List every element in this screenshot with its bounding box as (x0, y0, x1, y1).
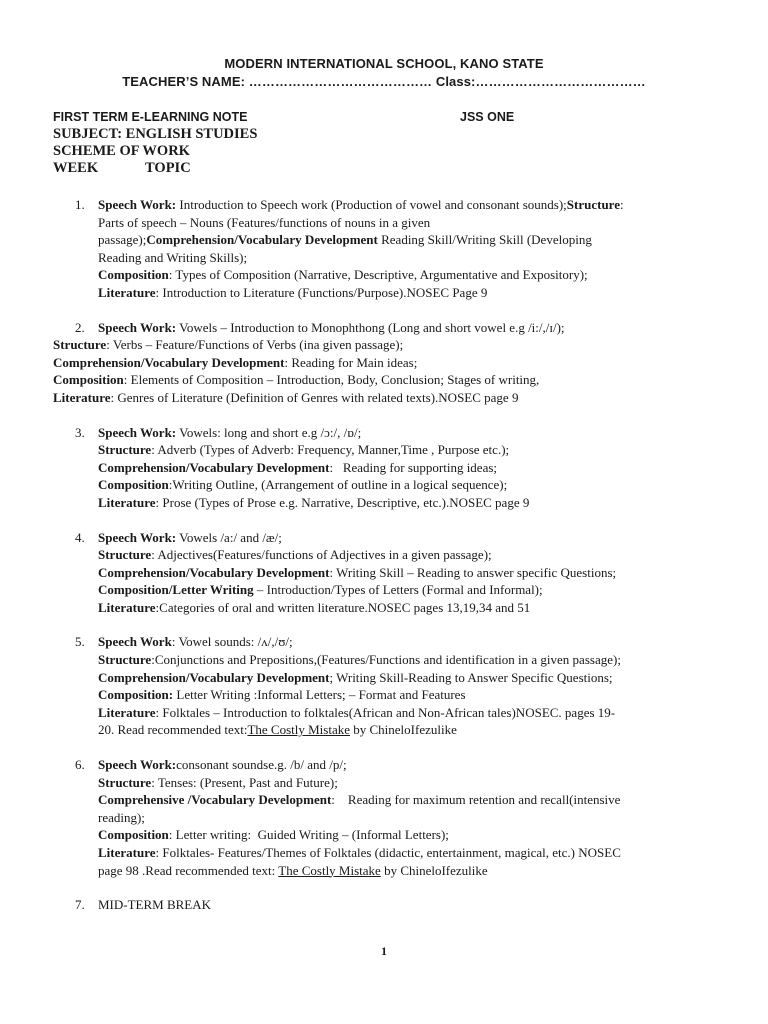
topic-text: : Verbs – Feature/Functions of Verbs (ina given passage); (106, 337, 404, 353)
week-line (98, 756, 713, 774)
topic-text: Parts of speech – Nouns (Features/functions of nouns in a given (98, 214, 431, 230)
topic-text: Vowels: long and short e.g /ɔ:/, /ɒ/; (176, 424, 362, 440)
week-line (98, 599, 713, 617)
term-title: FIRST TERM E-LEARNING NOTE (53, 110, 248, 124)
topic-text: : Reading for Main ideas; (284, 354, 418, 370)
week-line (98, 826, 713, 844)
week-line (53, 371, 713, 389)
page-number: 1 (381, 944, 387, 958)
week-item (53, 896, 713, 914)
week-line (98, 791, 713, 809)
topic-text: 20. Read recommended text: (98, 722, 248, 738)
topic-text: by ChineloIfezulike (380, 862, 488, 878)
scheme-title: SCHEME OF WORK (53, 143, 190, 159)
scheme-list (53, 196, 713, 914)
topic-text: – Introduction/Types of Letters (Formal and Informal); (253, 582, 543, 598)
topic-text: : Letter writing: Guided Writing – (Informal Letters); (168, 827, 449, 843)
topic-label: Composition (98, 827, 169, 843)
topic-label: Structure (566, 197, 620, 212)
topic-label: Speech Work: (98, 424, 177, 440)
topic-text: by ChineloIfezulike (350, 722, 457, 738)
week-line (98, 721, 713, 739)
week-number: 2. (75, 319, 85, 335)
topic-text: Reading Skill/Writing Skill (Developing (377, 232, 592, 248)
week-line (98, 266, 713, 284)
topic-text: reading); (98, 809, 145, 825)
week-line (98, 651, 713, 669)
topic-text: : Writing Skill – Reading to answer specific Questions; (329, 564, 617, 580)
week-item (53, 756, 713, 879)
topic-text: :Writing Outline, (Arrangement of outline in a logical sequence); (168, 477, 508, 493)
topic-label: Literature (98, 599, 156, 615)
topic-label: Speech Work: (98, 197, 177, 212)
week-line (53, 354, 713, 372)
week-line (98, 196, 713, 214)
topic-label: Composition (98, 267, 169, 283)
week-line (53, 389, 713, 407)
week-line (98, 686, 713, 704)
topic-text: : Adverb (Types of Adverb: Frequency, Manner,Time , Purpose etc.); (151, 442, 510, 458)
topic-label: Structure (98, 442, 152, 458)
topic-label: Comprehension/Vocabulary Development (98, 564, 330, 580)
topic-text: : Types of Composition (Narrative, Descriptive, Argumentative and Expository); (168, 267, 588, 283)
week-line (98, 844, 713, 862)
week-line (98, 862, 713, 880)
topic-label: Structure (98, 547, 152, 563)
topic-label: Composition/Letter Writing (98, 582, 254, 598)
week-item (53, 196, 713, 302)
week-item (53, 529, 713, 617)
topic-text: : Tenses: (Present, Past and Future); (151, 774, 338, 790)
topic-text: : Genres of Literature (Definition of Genres with related texts).NOSEC page 9 (110, 389, 519, 405)
week-number: 3. (75, 424, 85, 440)
week-line (98, 809, 713, 827)
topic-label: Speech Work: (98, 319, 177, 335)
topic-label: Structure (98, 774, 152, 790)
topic-label: Literature (53, 389, 111, 405)
topic-label: Speech Work: (98, 757, 177, 773)
week-line (98, 774, 713, 792)
week-line (98, 284, 713, 302)
topic-text: :Conjunctions and Prepositions,(Features/Functions and identification in a given passage); (151, 652, 621, 668)
week-line (53, 336, 713, 354)
topic-text: : Vowel sounds: /ʌ/,/ʊ/; (171, 634, 293, 650)
recommended-text-title: The Costly Mistake (278, 862, 381, 878)
topic-text: MID-TERM BREAK (98, 897, 212, 913)
topic-text: passage); (98, 232, 147, 248)
week-item (53, 319, 713, 407)
topic-text: : Reading for supporting ideas; (329, 459, 498, 475)
week-line (98, 459, 713, 477)
topic-label: Composition (98, 477, 169, 493)
week-line (98, 669, 713, 687)
week-line (98, 319, 713, 337)
topic-label: Comprehension/Vocabulary Development (98, 459, 330, 475)
week-line (98, 704, 713, 722)
topic-label: Speech Work (98, 634, 172, 650)
week-line (98, 249, 713, 267)
week-item (53, 424, 713, 512)
week-line (98, 494, 713, 512)
topic-text: : Introduction to Literature (Functions/Purpose).NOSEC Page 9 (155, 284, 488, 300)
topic-text: Vowels /a:/ and /æ/; (176, 529, 282, 545)
topic-text: consonant soundse.g. /b/ and /p/; (176, 757, 347, 773)
school-name: MODERN INTERNATIONAL SCHOOL, KANO STATE (224, 56, 544, 71)
topic-label: Composition: (98, 687, 174, 703)
topic-text: page 98 .Read recommended text: (98, 862, 279, 878)
week-heading: WEEK (53, 160, 99, 176)
week-line (98, 441, 713, 459)
week-line (98, 546, 713, 564)
topic-label: Literature (98, 704, 156, 720)
topic-text: : (620, 197, 624, 212)
week-number: 4. (75, 529, 85, 545)
week-line (98, 231, 713, 249)
topic-label: Literature (98, 845, 156, 860)
recommended-text-title: The Costly Mistake (247, 722, 350, 738)
week-number: 7. (75, 897, 85, 913)
topic-text: : Folktales – Introduction to folktales(African and Non-African tales)NOSEC. pages 19- (155, 704, 616, 720)
topic-text: : Adjectives(Features/functions of Adjectives in a given passage); (151, 547, 492, 563)
topic-text: : Reading for maximum retention and recall(intensive (331, 792, 621, 808)
topic-label: Comprehension/Vocabulary Development (146, 232, 378, 248)
week-line (98, 633, 713, 651)
topic-label: Literature (98, 494, 156, 510)
topic-text: : Folktales- Features/Themes of Folktales (didactic, entertainment, magical, etc.) NOSEC (155, 845, 621, 860)
topic-label: Structure (98, 652, 152, 668)
week-line (98, 476, 713, 494)
topic-label: Comprehensive /Vocabulary Development (98, 792, 332, 808)
week-number: 5. (75, 634, 85, 650)
week-item (53, 633, 713, 739)
week-line (98, 424, 713, 442)
week-line (98, 564, 713, 582)
topic-text: Letter Writing :Informal Letters; – Format and Features (173, 687, 466, 703)
topic-label: Composition (53, 372, 124, 388)
topic-text: : Elements of Composition – Introduction, Body, Conclusion; Stages of writing, (123, 372, 540, 388)
teacher-class-line: TEACHER’S NAME: …………………………………… Class:………………………………… (122, 74, 646, 89)
topic-text: ; Writing Skill-Reading to Answer Specific Questions; (329, 669, 613, 685)
topic-text: : Prose (Types of Prose e.g. Narrative, Descriptive, etc.).NOSEC page 9 (155, 494, 530, 510)
class-level: JSS ONE (460, 110, 515, 124)
topic-text: Reading and Writing Skills); (98, 249, 248, 265)
topic-label: Structure (53, 337, 107, 353)
week-line (98, 896, 713, 914)
topic-label: Comprehension/Vocabulary Development (98, 669, 330, 685)
week-line (98, 214, 713, 232)
week-number: 1. (75, 197, 85, 212)
week-line (98, 529, 713, 547)
topic-label: Speech Work: (98, 529, 177, 545)
topic-heading: TOPIC (145, 160, 191, 176)
week-line (98, 581, 713, 599)
topic-label: Literature (98, 284, 156, 300)
topic-text: :Categories of oral and written literature.NOSEC pages 13,19,34 and 51 (155, 599, 531, 615)
subject-title: SUBJECT: ENGLISH STUDIES (53, 126, 258, 142)
topic-text: Vowels – Introduction to Monophthong (Long and short vowel e.g /i:/,/ɪ/); (176, 319, 565, 335)
topic-label: Comprehension/Vocabulary Development (53, 354, 285, 370)
week-number: 6. (75, 757, 85, 773)
topic-text: Introduction to Speech work (Production of vowel and consonant sounds); (176, 197, 567, 212)
